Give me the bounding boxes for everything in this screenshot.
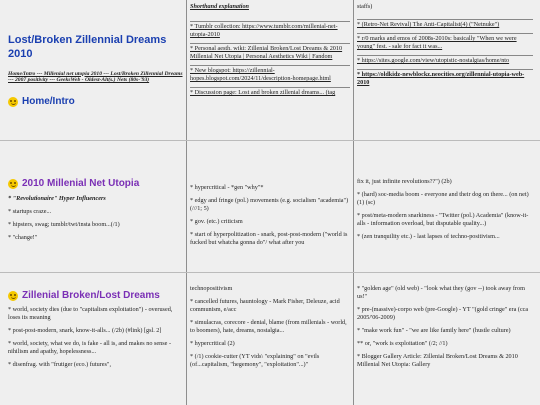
list-item: * edgy and fringe (pol.) movements (e.g. socialism "academia") (///1; 5)	[190, 197, 349, 213]
intro-block	[8, 34, 184, 107]
shorthand-heading: Shorthand explanation	[190, 3, 249, 10]
section-zillenial-right	[357, 285, 533, 375]
link-google-sites[interactable]: * https://sites.google.com/view/utopistic-nostalgias/home/nto	[357, 55, 533, 65]
list-item: * hypercritical (2)	[190, 340, 235, 348]
list-item: * hypercritical - *gen "why"*	[190, 184, 264, 191]
list-item: * post-post-modern, snark, know-it-alls... (/2b) (#link) [gsl. 2]	[8, 327, 162, 335]
smiley-icon	[8, 179, 18, 189]
section-millenial-right	[357, 178, 533, 246]
list-item: ** or, "work is exploitation" (/2; //1)	[357, 340, 448, 348]
section-heading-home	[8, 96, 184, 107]
list-item: * world, society, what we do, is fake - all is, and makes no sense - nihilism and apathy, hopelessness...	[8, 340, 172, 356]
nav-breadcrumb[interactable]: Home/Intro --- Millenial net utopia 2010 --- Lost/Broken Zillennial Dreams --- 2007 positivity --- GeeksWeb - Oldest-Alt(s.) Nets (80s-'93)	[8, 70, 183, 84]
list-item: * start of hyperpolitization - snark, post-post-modern ("world is fucked but whatcha gonna do"/ what after you	[190, 231, 348, 247]
column-divider-right	[353, 0, 354, 405]
list-item: * cancelled futures, hauntology - Mark Fisher, Deleuze, acid communism, e/acc	[190, 298, 340, 314]
list-item: * (hard) soc-media boom - everyone and their dog on there... (on net) (1) (sc)	[357, 191, 529, 207]
list-item: * simulacras, corecore - denial, blame (from millenials - world, to boomers), hate, dreams, nostalgia...	[190, 319, 347, 335]
list-item: * "golden age" (old web) - "look what they (gov --) took away from us!"	[357, 285, 525, 301]
row-divider-1	[0, 140, 540, 141]
link-reddit-marks[interactable]: * r/0 marks and emos of 2008s-2010s: basically "When we were young" fest. - sale for fact it was...	[357, 33, 533, 51]
link-neocities[interactable]: * https://oldkidz-newblockz.neocities.org/zillennial-utopia-web-2010	[357, 69, 533, 87]
smiley-icon	[8, 97, 18, 107]
list-item: * (zen tranquility etc.) - last lapses of techno-positivism...	[357, 233, 500, 241]
link-retro-net[interactable]: * (Retro-Net Revival) The Anti-Capitalist(4) ("Netnuke")	[357, 19, 533, 29]
list-item: * "make work fun" - "we are like family here" (hustle culture)	[357, 327, 511, 335]
list-item: technopositivism	[190, 285, 233, 292]
shorthand-block	[190, 3, 350, 98]
list-item: * (/1) cookie-cutter (YT vids\ "explaining" on "evils (of...capitalism, "hegemony", "exploitation"...)"	[190, 353, 320, 369]
list-item: * Blogger Gallery Article: Zillenial Broken/Lost Dreams & 2010 Millenial Net Utopia: Gallery	[357, 353, 518, 369]
section-heading-millenial-label: 2010 Millenial Net Utopia	[22, 178, 140, 189]
list-item: * hipsters, swag; tumblr/twt/insta boom...(/1)	[8, 221, 120, 229]
column-divider-left	[186, 0, 187, 405]
section-heading-zillenial-label: Zillenial Broken/Lost Dreams	[22, 290, 160, 301]
section-heading-zillenial	[8, 290, 184, 301]
section-zillenial-mid	[190, 285, 350, 375]
smiley-icon	[8, 291, 18, 301]
list-item: * "change!"	[8, 234, 38, 242]
row-divider-2	[0, 272, 540, 273]
section-heading-millenial	[8, 178, 184, 189]
link-tumblr[interactable]: * Tumblr collection: https://www.tumblr.com/millenial-net-utopia-2010	[190, 21, 350, 39]
list-item: fix it, just infinite revolutions??") (2b)	[357, 178, 452, 185]
section-millenial-mid	[190, 184, 350, 252]
list-item: * pre-(massive)-corpo web (pre-Google) - YT "(gold cringe" era (cca 2005/'06-2009)	[357, 306, 529, 322]
section-heading-home-label: Home/Intro	[22, 96, 75, 108]
page-title: Lost/Broken Zillennial Dreams 2010	[8, 34, 167, 60]
links-line-0: staffs)	[357, 3, 373, 10]
link-aesthetics-wiki[interactable]: * Personal aesth. wiki: Zillenial Broken/Lost Dreams & 2010 Millenial Net Utopia | Personal Aesthetics Wiki | Fandom	[190, 43, 350, 61]
list-item: * disenfrag. with "frutiger (eco.) futures",	[8, 361, 111, 369]
links-block	[357, 3, 533, 87]
list-item: * world, society dies (due to "capitalism exploitation") - overused, loses its meaning	[8, 306, 173, 322]
section-zillenial	[8, 290, 184, 374]
list-item: * gov. (etc.) criticism	[190, 218, 243, 226]
section-millenial	[8, 178, 184, 247]
link-discussion[interactable]: * Discussion page: Lost and broken zillenial dreams... (tag	[190, 87, 350, 97]
list-item: * post/meta-modern snarkiness - "Twitter (pol.) Academia" (know-it-alls - information overload, but disputable quality...)	[357, 212, 529, 228]
link-blogspot[interactable]: * New blogspot: https://zillennial-hopes.blogspot.com/2024/11/description-homepage.html	[190, 65, 350, 83]
list-item: * "Revolutionaire" Hyper Influencers	[8, 195, 106, 202]
list-item: * startups craze...	[8, 208, 52, 216]
